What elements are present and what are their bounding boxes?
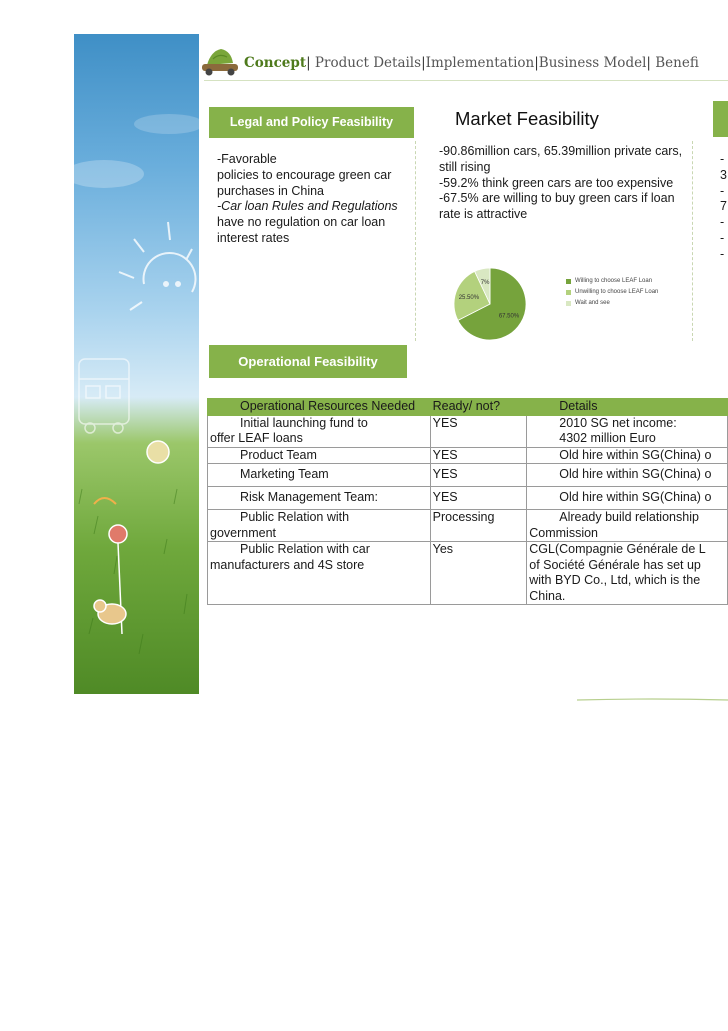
- table-row: Product Team YES Old hire within SG(China) o: [208, 447, 728, 464]
- pie-legend: [566, 276, 658, 309]
- right-section-heading-partial: [713, 101, 728, 137]
- legend-swatch: [566, 279, 571, 284]
- market-feasibility-heading: Market Feasibility: [455, 108, 599, 129]
- right-section-text-partial: - 3 - 7 - - -: [720, 152, 727, 261]
- pie-data-label: 7%: [480, 280, 490, 287]
- table-row: Marketing Team YES Old hire within SG(China) o: [208, 464, 728, 487]
- market-point: -67.5% are willing to buy green cars if loan rate is attractive: [439, 191, 675, 222]
- pie-data-label: 25.50%: [458, 294, 480, 301]
- footer-divider: [577, 698, 728, 702]
- legend-label: Willing to choose LEAF Loan: [575, 278, 653, 284]
- legend-item: [566, 287, 658, 298]
- header: [199, 34, 728, 94]
- legal-feasibility-text: -Favorable policies to encourage green car purchases in China -Car loan Rules and Regulations have no regulation on car loan interest rates: [209, 141, 416, 341]
- landscape-illustration: [74, 34, 199, 694]
- legend-swatch: [566, 290, 571, 295]
- legend-swatch: [566, 301, 571, 306]
- header-divider: [204, 80, 728, 81]
- sun-icon: [119, 222, 196, 310]
- top-navigation: Concept| Product Details|Implementation|Business Model| Benefi: [244, 55, 699, 71]
- table-row: Risk Management Team: YES Old hire within SG(China) o: [208, 487, 728, 510]
- decorative-landscape-image: [74, 34, 199, 694]
- nav-item-product-details[interactable]: Product Details: [314, 55, 422, 71]
- operational-resources-table: [207, 398, 728, 605]
- table-row: Public Relation with car manufacturers and 4S store Yes CGL(Compagnie Générale de L of Société Générale has set up with BYD Co., Ltd, which is the China.: [208, 542, 728, 605]
- bus-sketch-icon: [79, 359, 129, 433]
- column-header: Details: [559, 399, 598, 413]
- table-header-row: [208, 399, 728, 416]
- legend-label: Unwilling to choose LEAF Loan: [575, 289, 659, 295]
- table-row: Initial launching fund to offer LEAF loans YES 2010 SG net income: 4302 million Euro: [208, 415, 728, 447]
- pie-data-label: 67.50%: [498, 313, 520, 320]
- market-point: -90.86million cars, 65.39million private cars, still rising: [439, 144, 683, 174]
- column-header: Ready/ not?: [432, 399, 501, 413]
- legal-feasibility-heading: Legal and Policy Feasibility: [209, 107, 414, 138]
- legend-item: [566, 276, 658, 287]
- loan-willingness-pie-chart: [428, 262, 693, 342]
- operational-feasibility-heading: Operational Feasibility: [209, 345, 407, 378]
- nav-item-implementation[interactable]: Implementation: [425, 55, 535, 71]
- market-point: -59.2% think green cars are too expensive: [439, 175, 674, 190]
- nav-item-concept[interactable]: Concept: [244, 55, 307, 71]
- nav-item-business-model[interactable]: Business Model: [538, 55, 647, 71]
- nav-item-benefits[interactable]: Benefi: [655, 55, 699, 71]
- column-header: Operational Resources Needed: [240, 399, 416, 413]
- legend-item: [566, 298, 658, 309]
- legend-label: Wait and see: [575, 300, 610, 306]
- table-row: Public Relation with government Processing Already build relationship Commission: [208, 510, 728, 542]
- leaf-car-logo-icon: [201, 47, 239, 77]
- pie-svg: [428, 262, 558, 342]
